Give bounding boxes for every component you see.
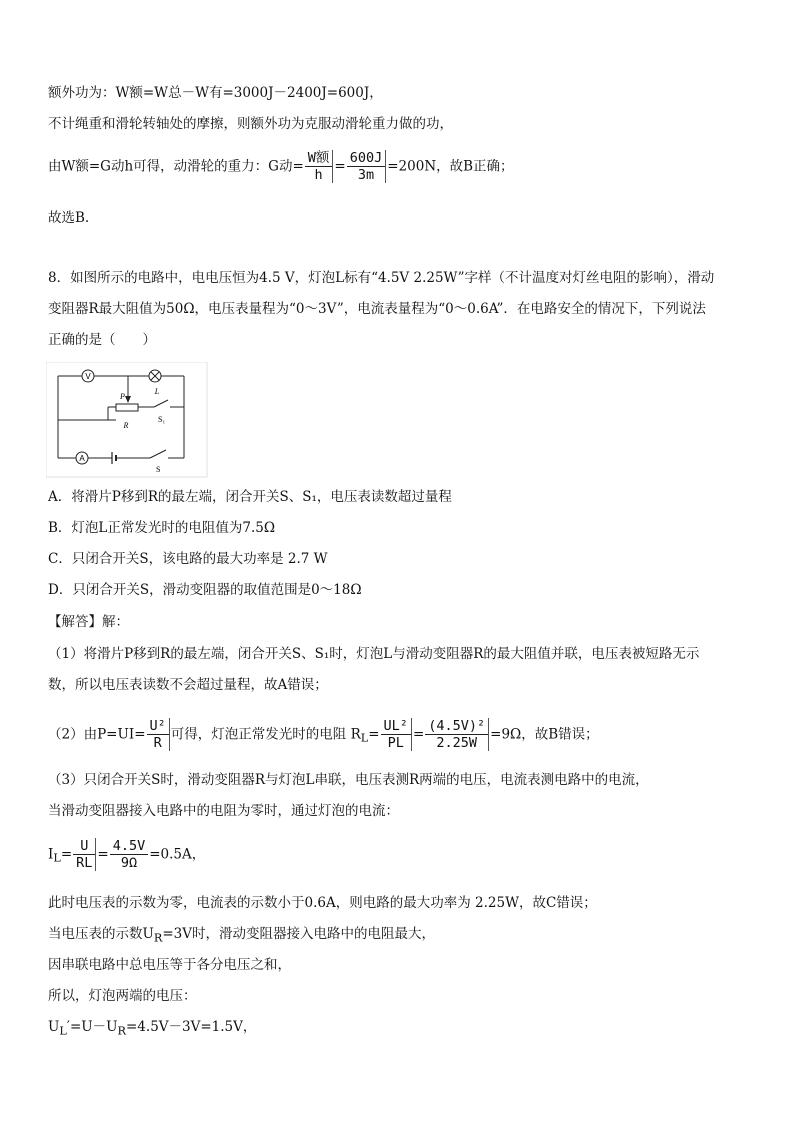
solution-text: 此时电压表的示数为零，电流表的示数小于0.6A，则电路的最大功率为 2.25W，故C错误； — [48, 895, 597, 911]
fraction: $\frac{\text{UL²}}{PL}$ — [381, 718, 412, 751]
fraction: $\frac{600J}{3m}$ — [347, 150, 387, 183]
text-line: 不计绳重和滑轮转轴处的摩擦，则额外功为克服动滑轮重力做的功， — [48, 116, 453, 132]
fraction: $\frac{\text{U²}}{R}$ — [147, 718, 170, 751]
switch-s-symbol — [150, 450, 166, 458]
solution-text: （1）将滑片P移到R的最左端，闭合开关S、S₁时，灯泡L与滑动变阻器R的最大阻值并联，电压表被短路无示 — [48, 646, 700, 662]
option-a: A．将滑片P移到R的最左端，闭合开关S、S₁，电压表读数超过量程 — [48, 489, 452, 505]
solution-text: 当电压表的示数$U_R=3V$时，滑动变阻器接入电路中的电阻最大， — [48, 926, 436, 945]
option-b: B．灯泡L正常发光时的电阻值为7.5Ω — [48, 520, 276, 536]
question-8-text: 变阻器R最大阻值为50Ω，电压表量程为“0～3V”，电流表量程为“0～0.6A”．在电路安全的情况下，下列说法 — [48, 301, 706, 317]
question-8-text: 8．如图所示的电路中，电电压恒为4.5 V，灯泡L标有“4.5V 2.25W”字样（不计温度对灯丝电阻的影响），滑动 — [48, 270, 715, 286]
solution-text: 当滑动变阻器接入电路中的电阻为零时，通过灯泡的电流： — [48, 803, 399, 819]
solution-text: $U_L'=U-U_R=4.5V-3V=1.5V$， — [48, 1019, 257, 1038]
fraction: $\frac{4.5V}{9\Omega}$ — [110, 838, 149, 871]
switch-s-label: S — [156, 465, 161, 474]
solution-text: 所以，灯泡两端的电压： — [48, 988, 197, 1004]
switch-s1-label: S₁ — [158, 415, 166, 424]
resistor-label: R — [123, 421, 129, 430]
option-c: C．只闭合开关S，该电路的最大功率是 2.7 W — [48, 551, 328, 567]
switch-s1-symbol — [154, 400, 168, 407]
fraction: $\frac{U}{RL}$ — [73, 838, 96, 871]
rheostat-symbol — [116, 404, 138, 411]
solution-text: 因串联电路中总电压等于各分电压之和， — [48, 957, 291, 973]
voltmeter-label: V — [85, 372, 91, 381]
slider-label: P — [120, 392, 125, 401]
formula-line-resistance: （2）由P=UI= $\frac{\text{U²}}{R}$ 可得，灯泡正常发光时的电阻 $R_L=$ $\frac{\text{UL²}}{PL}$ = $\frac{\text{(4.5V)²}}{2.25W}$ =9Ω，故B错误； — [48, 718, 599, 751]
lamp-label: L — [154, 387, 160, 396]
text-line: 故选B. — [48, 210, 90, 226]
formula-line-gravity: 由W额=G动h可得，动滑轮的重力：G动= $\frac{\text{W额}}{h}$ = $\frac{600J}{3m}$ =200N，故B正确； — [48, 150, 514, 183]
text-line: 额外功为：W额=W总－W有=3000J－2400J=600J， — [48, 85, 383, 101]
solution-text: （3）只闭合开关S时，滑动变阻器R与灯泡L串联，电压表测R两端的电压，电流表测电路中的电流， — [48, 772, 649, 788]
formula-line-current: $I_L=$ $\frac{U}{RL}$ = $\frac{4.5V}{9\Omega}$ =0.5A， — [48, 838, 206, 871]
solution-text: 数，所以电压表读数不会超过量程，故A错误； — [48, 677, 328, 693]
option-d: D．只闭合开关S，滑动变阻器的取值范围是0～18Ω — [48, 582, 362, 598]
question-8-text: 正确的是（ ） — [48, 332, 156, 348]
circuit-diagram — [46, 362, 208, 478]
fraction: $\frac{\text{W额}}{h}$ — [305, 150, 334, 183]
answer-heading: 【解答】解： — [48, 614, 129, 630]
fraction: $\frac{\text{(4.5V)²}}{2.25W}$ — [425, 718, 489, 751]
ammeter-label: A — [79, 454, 85, 463]
